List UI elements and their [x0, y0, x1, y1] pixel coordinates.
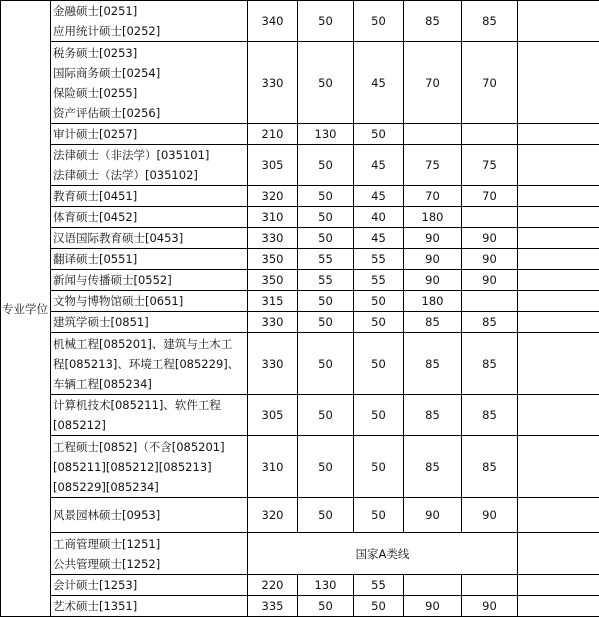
score-cell: 330: [248, 312, 298, 333]
score-cell: 90: [462, 596, 518, 617]
score-cell: 50: [354, 436, 404, 498]
merged-note-cell: 国家A类线: [248, 533, 518, 575]
score-cell: 50: [354, 124, 404, 145]
score-cell: 130: [298, 575, 354, 596]
score-cell: 310: [248, 207, 298, 228]
program-name-cell: [51, 436, 248, 498]
table-row: [1, 42, 599, 124]
program-name-line: 教育硕士[0451]: [53, 189, 138, 203]
score-cell: 45: [354, 186, 404, 207]
program-name-cell: [51, 291, 248, 312]
score-cell: 85: [462, 312, 518, 333]
program-name-cell: [51, 42, 248, 124]
score-cell: 330: [248, 333, 298, 395]
score-cell: 305: [248, 145, 298, 186]
score-cell: 85: [404, 395, 462, 436]
program-name-line: 体育硕士[0452]: [53, 210, 138, 224]
program-name-line: [085211][085212][085213]: [53, 459, 212, 474]
score-cell: 305: [248, 395, 298, 436]
table-row: [1, 436, 599, 498]
score-cell: 180: [404, 291, 462, 312]
score-cell: 50: [298, 498, 354, 533]
score-cell: 90: [462, 249, 518, 270]
program-name-line: 审计硕士[0257]: [53, 127, 138, 141]
score-cell: [404, 124, 462, 145]
score-cell: 50: [298, 1, 354, 42]
program-name-cell: [51, 312, 248, 333]
score-cell: 55: [298, 249, 354, 270]
score-cell: 50: [354, 291, 404, 312]
score-cell: 70: [404, 42, 462, 124]
program-name-cell: [51, 124, 248, 145]
table-row: [1, 395, 599, 436]
score-cell: 50: [354, 596, 404, 617]
table-row: [1, 575, 599, 596]
score-cell: 330: [248, 228, 298, 249]
program-name-cell: [51, 575, 248, 596]
score-cell: 70: [404, 186, 462, 207]
score-cell: 40: [354, 207, 404, 228]
score-cell: 85: [404, 436, 462, 498]
score-cell: 75: [404, 145, 462, 186]
program-name-cell: [51, 228, 248, 249]
score-cell: 90: [404, 498, 462, 533]
program-name-line: 新闻与传播硕士[0552]: [53, 273, 172, 287]
table-row: [1, 291, 599, 312]
program-name-cell: [51, 207, 248, 228]
program-name-line: 公共管理硕士[1252]: [53, 556, 161, 571]
score-cell: 50: [354, 333, 404, 395]
blank-cell: [518, 207, 599, 228]
table-row: [1, 124, 599, 145]
table-row: [1, 498, 599, 533]
score-cell: [462, 575, 518, 596]
program-name-line: 文物与博物馆硕士[0651]: [53, 294, 184, 308]
score-cell: 50: [354, 312, 404, 333]
blank-cell: [518, 228, 599, 249]
score-cell: 50: [298, 395, 354, 436]
blank-cell: [518, 1, 599, 42]
score-cell: 50: [298, 207, 354, 228]
program-name-line: 风景园林硕士[0953]: [53, 508, 161, 522]
score-cell: 350: [248, 270, 298, 291]
score-cell: 70: [462, 186, 518, 207]
program-name-line: 应用统计硕士[0252]: [53, 24, 161, 38]
score-cell: 85: [404, 333, 462, 395]
blank-cell: [518, 249, 599, 270]
score-cell: 45: [354, 42, 404, 124]
program-name-line: 保险硕士[0255]: [53, 85, 138, 100]
blank-cell: [518, 186, 599, 207]
score-cell: [462, 291, 518, 312]
score-cell: 130: [298, 124, 354, 145]
blank-cell: [518, 436, 599, 498]
blank-cell: [518, 596, 599, 617]
score-cell: 90: [404, 249, 462, 270]
score-cell: 70: [462, 42, 518, 124]
score-cell: 180: [404, 207, 462, 228]
score-cell: 50: [298, 333, 354, 395]
program-name-cell: [51, 596, 248, 617]
score-cell: 50: [298, 186, 354, 207]
blank-cell: [518, 575, 599, 596]
blank-cell: [518, 124, 599, 145]
score-cell: 85: [462, 333, 518, 395]
program-name-line: 工程硕士[0852]（不含[085201]: [53, 439, 225, 454]
score-cell: 315: [248, 291, 298, 312]
score-cell: [404, 575, 462, 596]
table-row: [1, 249, 599, 270]
score-cell: 85: [462, 395, 518, 436]
score-cell: 50: [298, 436, 354, 498]
program-name-line: 建筑学硕士[0851]: [53, 315, 149, 329]
score-cell: 85: [404, 1, 462, 42]
score-cell: 50: [298, 42, 354, 124]
score-cell: [462, 207, 518, 228]
score-cell: 50: [298, 145, 354, 186]
score-cell: 220: [248, 575, 298, 596]
program-name-line: 法律硕士（非法学）[035101]: [53, 148, 210, 162]
program-name-line: 税务硕士[0253]: [53, 45, 138, 60]
table-row: [1, 228, 599, 249]
score-cell: 50: [298, 312, 354, 333]
score-cell: [462, 124, 518, 145]
blank-cell: [518, 42, 599, 124]
score-cell: 90: [462, 498, 518, 533]
blank-cell: [518, 333, 599, 395]
program-name-line: 工商管理硕士[1251]: [53, 536, 161, 551]
program-name-cell: [51, 186, 248, 207]
table-row: [1, 186, 599, 207]
program-name-line: 计算机技术[085211]、软件工程: [53, 398, 221, 412]
program-name-line: 法律硕士（法学）[035102]: [53, 168, 198, 182]
program-name-line: 车辆工程[085234]: [53, 376, 152, 391]
score-cell: 340: [248, 1, 298, 42]
program-name-line: 程[085213]、环境工程[085229]、: [53, 356, 240, 371]
program-name-cell: [51, 249, 248, 270]
program-name-line: 金融硕士[0251]: [53, 4, 138, 18]
program-name-cell: [51, 1, 248, 42]
program-name-line: 会计硕士[1253]: [53, 578, 138, 592]
score-cell: 85: [462, 436, 518, 498]
table-body: [1, 1, 599, 617]
score-cell: 330: [248, 42, 298, 124]
score-cell: 90: [404, 270, 462, 291]
program-name-cell: [51, 498, 248, 533]
score-cell: 335: [248, 596, 298, 617]
blank-cell: [518, 395, 599, 436]
program-name-cell: [51, 533, 248, 575]
program-name-line: 翻译硕士[0551]: [53, 252, 138, 266]
program-name-line: 资产评估硕士[0256]: [53, 105, 161, 120]
score-cell: 320: [248, 498, 298, 533]
program-name-line: [085212]: [53, 418, 106, 432]
table-row: [1, 533, 599, 575]
table-row: [1, 145, 599, 186]
score-cell: 45: [354, 145, 404, 186]
table-row: [1, 270, 599, 291]
score-cell: 90: [404, 228, 462, 249]
blank-cell: [518, 312, 599, 333]
score-cell: 90: [462, 228, 518, 249]
blank-cell: [518, 498, 599, 533]
score-cell: 90: [462, 270, 518, 291]
score-cell: 85: [462, 1, 518, 42]
score-cell: 55: [354, 575, 404, 596]
program-name-cell: [51, 145, 248, 186]
program-name-line: [085229][085234]: [53, 479, 159, 494]
program-name-cell: [51, 395, 248, 436]
score-cell: 55: [354, 270, 404, 291]
score-cell: 50: [354, 395, 404, 436]
program-name-cell: [51, 270, 248, 291]
blank-cell: [518, 533, 599, 575]
score-cell: 210: [248, 124, 298, 145]
program-name-cell: [51, 333, 248, 395]
score-cell: 85: [404, 312, 462, 333]
score-cell: 320: [248, 186, 298, 207]
program-name-line: 汉语国际教育硕士[0453]: [53, 231, 184, 245]
score-cell: 50: [298, 228, 354, 249]
score-cell: 50: [354, 498, 404, 533]
score-cell: 55: [354, 249, 404, 270]
program-name-line: 艺术硕士[1351]: [53, 599, 138, 613]
table-row: [1, 1, 599, 42]
score-cell: 50: [298, 596, 354, 617]
table-row: [1, 333, 599, 395]
program-name-line: 国际商务硕士[0254]: [53, 65, 161, 80]
score-cell: 75: [462, 145, 518, 186]
table-row: [1, 596, 599, 617]
table-row: [1, 312, 599, 333]
score-cell: 350: [248, 249, 298, 270]
program-name-line: 机械工程[085201]、建筑与土木工: [53, 336, 233, 351]
score-cell: 55: [298, 270, 354, 291]
blank-cell: [518, 145, 599, 186]
score-cell: 90: [404, 596, 462, 617]
score-cell: 50: [298, 291, 354, 312]
blank-cell: [518, 291, 599, 312]
category-cell: 专业学位: [1, 1, 51, 617]
score-cell: 50: [354, 1, 404, 42]
table-row: [1, 207, 599, 228]
score-cell: 310: [248, 436, 298, 498]
blank-cell: [518, 270, 599, 291]
score-cell: 45: [354, 228, 404, 249]
